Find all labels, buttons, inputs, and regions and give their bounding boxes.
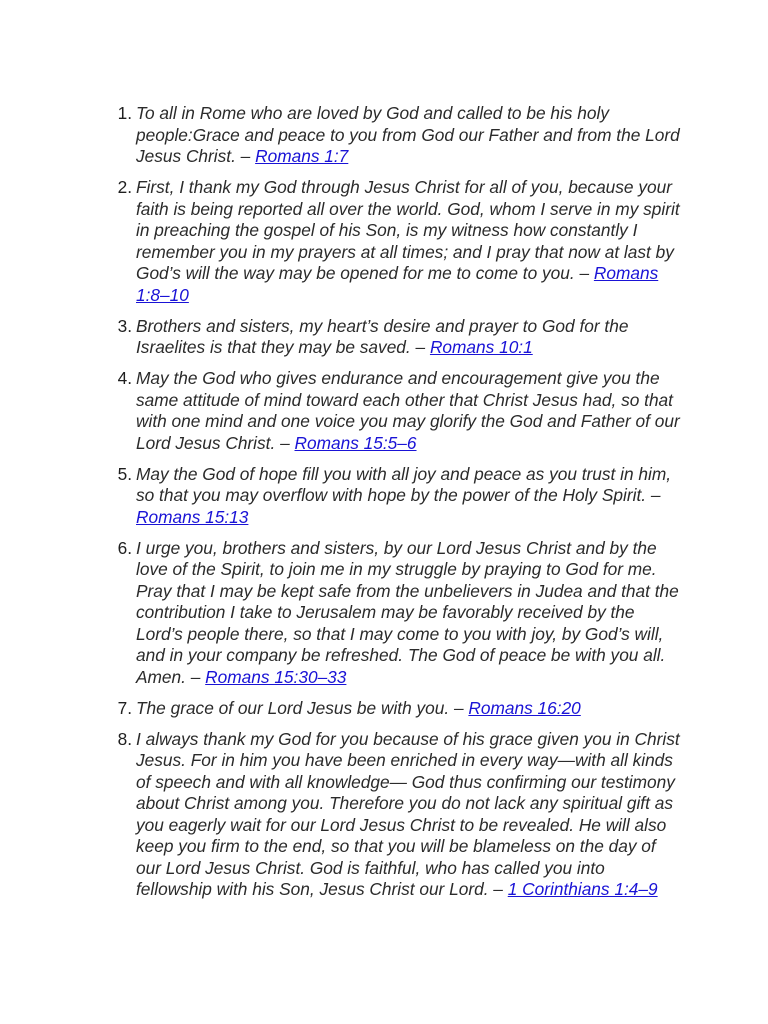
verse-body bbox=[136, 368, 680, 454]
list-item bbox=[108, 729, 680, 901]
scripture-link[interactable]: Romans 10:1 bbox=[429, 337, 533, 357]
list-item bbox=[108, 464, 680, 529]
verse-text: To all in Rome who are loved by God and called to be his holy people:Grace and peace to you from God our Father and from the Lord Jesus Christ. – bbox=[136, 103, 680, 166]
verse-text: May the God who gives endurance and encouragement give you the same attitude of mind toward each other that Christ Jesus had, so that with one mind and one voice you may glorify the God and Father of our Lord Jesus Christ. – bbox=[136, 368, 680, 453]
scripture-link[interactable]: 1 Corinthians 1:4–9 bbox=[507, 879, 658, 899]
scripture-link[interactable]: Romans 15:5–6 bbox=[294, 432, 417, 453]
list-item bbox=[108, 177, 680, 306]
list-item bbox=[108, 368, 680, 454]
verse-body bbox=[136, 177, 680, 306]
verse-text: The grace of our Lord Jesus be with you. – bbox=[136, 697, 464, 718]
verse-text: I urge you, brothers and sisters, by our Lord Jesus Christ and by the love of the Spirit, to join me in my struggle by praying to God for me. Pray that I may be kept safe from the unbelievers in Judea and that the contribution I take to Jerusalem may be favorably received by the Lord’s people there, so that I may come to you with joy, by God’s will, and in your company be refreshed. The God of peace be with you all. Amen. – bbox=[136, 537, 679, 687]
list-number: 8. bbox=[117, 728, 132, 749]
verse-text: First, I thank my God through Jesus Christ for all of you, because your faith is being reported all over the world. God, whom I serve in my spirit in preaching the gospel of his Son, is my witness how constantly I remember you in my prayers at all times; and I pray that now at last by God’s will the way may be opened for me to come to you. – bbox=[136, 177, 680, 283]
list-number: 6. bbox=[117, 537, 132, 558]
list-item bbox=[108, 538, 680, 689]
scripture-link[interactable]: Romans 1:7 bbox=[255, 146, 349, 166]
verse-body bbox=[136, 698, 680, 720]
verse-list bbox=[108, 103, 680, 910]
list-item bbox=[108, 316, 680, 359]
verse-text: Brothers and sisters, my heart’s desire and prayer to God for the Israelites is that they may be saved. – bbox=[136, 315, 629, 357]
verse-body bbox=[136, 729, 680, 901]
list-number: 1. bbox=[117, 103, 132, 123]
list-item bbox=[108, 103, 680, 168]
list-number: 7. bbox=[117, 697, 132, 718]
verse-body bbox=[136, 103, 680, 168]
scripture-link[interactable]: Romans 15:13 bbox=[136, 506, 249, 527]
verse-body bbox=[136, 538, 680, 689]
list-item bbox=[108, 698, 680, 720]
scripture-link[interactable]: Romans 15:30–33 bbox=[205, 666, 347, 687]
list-number: 5. bbox=[117, 463, 132, 484]
verse-text: May the God of hope fill you with all joy and peace as you trust in him, so that you may overflow with hope by the power of the Holy Spirit. – bbox=[136, 463, 672, 505]
scripture-link[interactable]: Romans 1:8–10 bbox=[136, 263, 659, 305]
verse-body bbox=[136, 464, 680, 529]
list-number: 2. bbox=[117, 177, 132, 197]
list-number: 3. bbox=[117, 315, 132, 336]
list-number: 4. bbox=[117, 368, 132, 388]
verse-text: I always thank my God for you because of his grace given you in Christ Jesus. For in him you have been enriched in every way—with all kinds of speech and with all knowledge— God thus confirming our testimony about Christ among you. Therefore you do not lack any spiritual gift as you eagerly wait for our Lord Jesus Christ to be revealed. He will also keep you firm to the end, so that you will be blameless on the day of our Lord Jesus Christ. God is faithful, who has called you into fellowship with his Son, Jesus Christ our Lord. – bbox=[136, 728, 680, 899]
verse-body bbox=[136, 316, 680, 359]
scripture-link[interactable]: Romans 16:20 bbox=[468, 697, 581, 718]
